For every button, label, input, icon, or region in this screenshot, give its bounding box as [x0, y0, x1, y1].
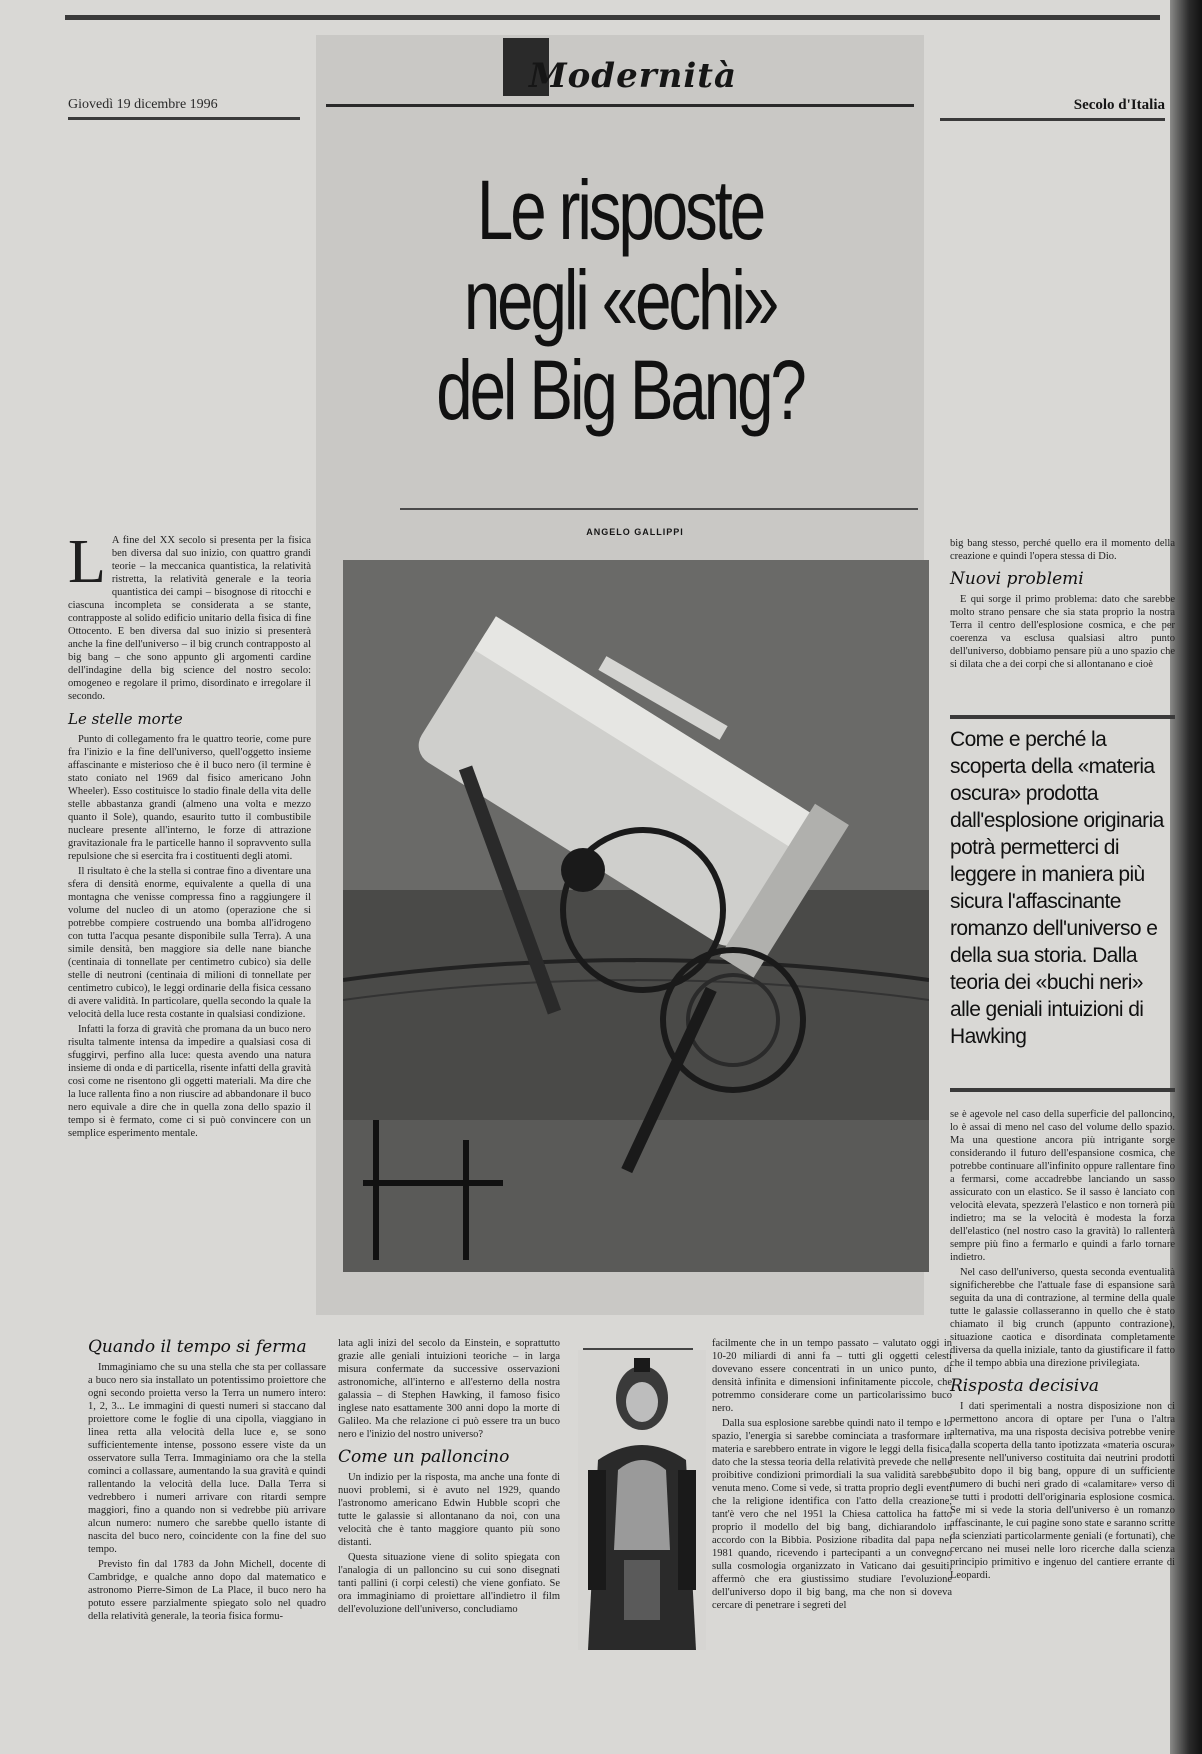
drop-cap: L [68, 528, 106, 596]
headline-line-3: del Big Bang? [436, 343, 804, 437]
subhead-risposta-decisiva: Risposta decisiva [950, 1376, 1099, 1396]
paragraph: Infatti la forza di gravità che promana da un buco nero risulta talmente intensa da impedire a qualsiasi cosa di sfuggirvi, perfino alla luce: questa avendo una natura insieme di onda e di particella, risente infatti della gravità così come ne risentono gli oggetti materiali. Ma dire che la luce rallenta fino a non riuscire ad abbandonare il buco nero equivale a dire che in quella zona dello spazio il tempo si è fermato, come ci si può convincere con un semplice esperimento mentale. [68, 1024, 311, 1139]
robot-illustration [578, 1350, 706, 1650]
byline-rule [400, 508, 918, 510]
paragraph: Previsto fin dal 1783 da John Michell, docente di Cambridge, e qualche anno dopo dal matematico e astronomo Pierre-Simon de La Place, il buco nero ha potuto essere parzialmente spiegato solo nel quadro della relatività generale, la teoria fisica formu- [88, 1559, 326, 1622]
paragraph: Un indizio per la risposta, ma anche una fonte di nuovi problemi, si è avuto nel 1929, quando l'astronomo americano Edwin Hubble scoprì che tutte le galassie si allontanano da noi, con una velocità che è tanto maggiore quanto più sono distanti. [338, 1472, 560, 1548]
subhead-quando-il-tempo: Quando il tempo si ferma [88, 1337, 307, 1357]
dateline: Giovedì 19 dicembre 1996 [68, 97, 300, 120]
masthead: Secolo d'Italia [940, 97, 1165, 121]
paragraph: big bang stesso, perché quello era il momento della creazione e quindi l'opera stessa di Dio. [950, 538, 1175, 562]
subhead-nuovi-problemi: Nuovi problemi [950, 569, 1084, 589]
section-rule [326, 104, 914, 107]
article-column-1 [68, 528, 311, 1142]
article-column-4 [712, 1337, 952, 1614]
telescope-photo [343, 560, 929, 1272]
subhead-stelle-morte: Le stelle morte [68, 710, 183, 728]
paragraph: Punto di collegamento fra le quattro teorie, come pure fra l'inizio e la fine dell'universo, quell'oggetto insieme affascinante e misterioso che è il buco nero (il termine è stato coniato nel 1969 dal fisico americano John Wheeler). Esso costituisce lo stadio finale della vita delle stelle abbastanza grandi (almeno una volta e mezzo quanto il Sole), quando, esaurito tutto il combustibile nucleare presente all'interno, le forze di attrazione gravitazionale fra le particelle hanno il sopravvento sulla repulsione che si esercita fra i costituenti degli atomi. [68, 734, 311, 862]
pullquote: Come e perché la scoperta della «materia oscura» prodotta dall'esplosione originaria potrà permetterci di leggere in maniera più sicura l'affascinante romanzo dell'universo e della sua storia. Dalla teoria dei «buchi neri» alle geniali intuizioni di Hawking [950, 728, 1164, 1048]
paragraph: I dati sperimentali a nostra disposizione non ci permettono ancora di optare per l'una o l'altra alternativa, ma una risposta decisiva potrebbe venire dalla scoperta della tanto ipotizzata «materia oscura» presente nell'universo costituita dai neutrini prodotti subito dopo il big bang, oppure di un sufficiente numero di buchi neri grado di «calamitare» verso di se tutti i prodotti dell'originaria esplosione cosmica. Se mi si vede la storia dell'universo è un romanzo affascinante, le cui pagine sono state e saranno scritte da scienziati particolarmente geniali (e fortunati), che cercano nei musei nelle loro ricerche dalla scienza principio primitivo e ingenuo del cantiere errante di Leopardi. [950, 1401, 1175, 1581]
article-column-2 [88, 1337, 326, 1625]
article-column-3 [338, 1337, 560, 1618]
telescope-illustration [343, 560, 929, 1272]
paragraph: Il risultato è che la stella si contrae fino a diventare una sfera di densità enorme, equivalente a quella di una montagna che venisse compressa fino a raggiungere il volume del nucleo di un atomo (operazione che si potrebbe compiere costruendo una bomba all'idrogeno con tutta l'acqua pesante disponibile sulla Terra). A una simile densità, ben maggiore sia delle nane bianche (centinaia di tonnellate per centimetro cubico) sia delle stelle di neutroni (centinaia di milioni di tonnellate per centimetro cubico), le leggi ordinarie della fisica cessano di avere validità. In particolare, quella secondo la quale la velocità della luce resta costante in qualsiasi condizione. [68, 866, 311, 1020]
paragraph: Nel caso dell'universo, questa seconda eventualità significherebbe che l'attuale fase di espansione sarà seguita da una di contrazione, al termine della quale tutte le galassie collasseranno in quello che è stato chiamato il big crunch (appunto contrazione), situazione caotica e disordinata completamente diversa da quella iniziale, tanto da giustificare il fatto che il tempo abbia una direzione privilegiata. [950, 1267, 1175, 1369]
paragraph: se è agevole nel caso della superficie del palloncino, lo è assai di meno nel caso del volume dello spazio. Ma una questione ancora più intrigante sorge considerando il futuro dell'espansione cosmica, che potrebbe continuare all'infinito oppure rallentare fino a fermarsi, come accadrebbe lanciando un sasso assicurato con un elastico. Se il sasso è lanciato con velocità elevata, spezzerà l'elastico e non tornerà più indietro; ma se la velocità è modesta la forza dell'elastico (nel nostro caso la gravità) lo rallenterà sempre più fino a fermarlo e quindi a farlo tornare indietro. [950, 1109, 1175, 1263]
article-column-5 [950, 537, 1175, 673]
paragraph: Immaginiamo che su una stella che sta per collassare a buco nero sia installato un potentissimo proiettore che ogni secondo proietta verso la Terra un numero intero: 1, 2, 3... Le immagini di questi numeri si staccano dal proiettore come le foglie di una cipolla, viaggiano in linea retta alla velocità della luce e, se sono sufficientemente intense, possono essere viste da un osservatore sulla Terra. Immaginiamo ora che la stella cominci a collassare, aumentando la sua gravità e quindi rallentando la velocità della luce. Dalla Terra si vedrebbero i numeri arrivare con ritardi sempre maggiori, fino a quando non si vedrebbe più arrivare alcun numero: numero che sarebbe quello istante di nascita del buco nero, coincidente con la fine del suo tempo. [88, 1362, 326, 1555]
headline-line-2: negli «echi» [463, 253, 777, 347]
subhead-come-un-palloncino: Come un palloncino [338, 1447, 510, 1467]
paragraph: Questa situazione viene di solito spiegata con l'analogia di un palloncino su cui sono disegnati tanti pallini (i corpi celesti) che viene gonfiato. Se ora immaginiamo di proiettare all'indietro il film dell'evoluzione dell'universo, concludiamo [338, 1552, 560, 1615]
paragraph: E qui sorge il primo problema: dato che sarebbe molto strano pensare che sia stata proprio la nostra Terra il centro dell'esplosione cosmica, e che per coerenza va esclusa qualsiasi altro punto dell'universo, dobbiamo pensare più a uno spazio che si dilata che a dei corpi che si allontanano e cioè [950, 594, 1175, 670]
byline: ANGELO GALLIPPI [586, 527, 684, 537]
headline [383, 165, 857, 435]
pullquote-rule-top [950, 715, 1175, 719]
article-column-6 [950, 1108, 1175, 1584]
headline-line-1: Le risposte [476, 163, 764, 257]
paragraph: facilmente che in un tempo passato – valutato oggi in 10-20 miliardi di anni fa – tutti gli oggetti celesti dovevano essere concentrati in un unico punto, di densità infinita e dimensioni infinitamente piccole, che potremmo considerare come un particolarissimo buco nero. [712, 1338, 952, 1414]
section-heading [316, 38, 924, 104]
section-title: Modernità [528, 56, 737, 96]
paragraph: Dalla sua esplosione sarebbe quindi nato il tempo e lo spazio, l'energia si sarebbe cominciata a trasformare in materia e sarebbero entrate in vigore le leggi della fisica, dato che la stessa teoria della relatività prevede che nelle proibitive condizioni primordiali la sua validità sarebbe venuta meno. Come si vede, si tratta proprio degli eventi che la religione identifica con l'atto della creazione, tant'è vero che nel 1951 la Chiesa cattolica ha fatto proprio il modello del big bang, dichiarandolo in accordo con la Bibbia. Posizione ribadita dal papa nel 1981 quando, ricevendo i partecipanti a un convegno sulla cosmologia organizzato in Vaticano dai gesuiti, affermò che era giustissimo studiare l'evoluzione dell'universo dopo il big bang, ma che non si doveva cercare di penetrare i segreti del [712, 1418, 952, 1611]
robot-maria-photo [578, 1350, 706, 1650]
intro-paragraph: A fine del XX secolo si presenta per la fisica ben diversa dal suo inizio, con quattro grandi teorie – la meccanica quantistica, la relatività ristretta, la relatività generale e la teoria quantistica dei campi – bisognose di ritocchi e ciascuna incompleta se considerata a se stante, contrapposte al solido edificio unitario della fisica di fine Ottocento. E ben diversa dal suo inizio si presenterà anche la fine dell'universo – il big crunch contrapposto al big bang – che sono appunto gli argomenti cardine dell'indagine della big science del nostro secolo: omogeneo e regolare il primo, disordinato e irregolare il secondo. [68, 535, 311, 702]
top-rule [65, 15, 1160, 20]
pullquote-rule-bottom [950, 1088, 1175, 1092]
paragraph: lata agli inizi del secolo da Einstein, e soprattutto grazie alle geniali intuizioni teoriche – in larga misura confermate da successive osservazioni astronomiche, all'interno e all'esterno della nostra galassia – di Stephen Hawking, il famoso fisico inglese nato esattamente 300 anni dopo la morte di Galileo. Ma che relazione ci può essere tra un buco nero e l'inizio del nostro universo? [338, 1338, 560, 1440]
